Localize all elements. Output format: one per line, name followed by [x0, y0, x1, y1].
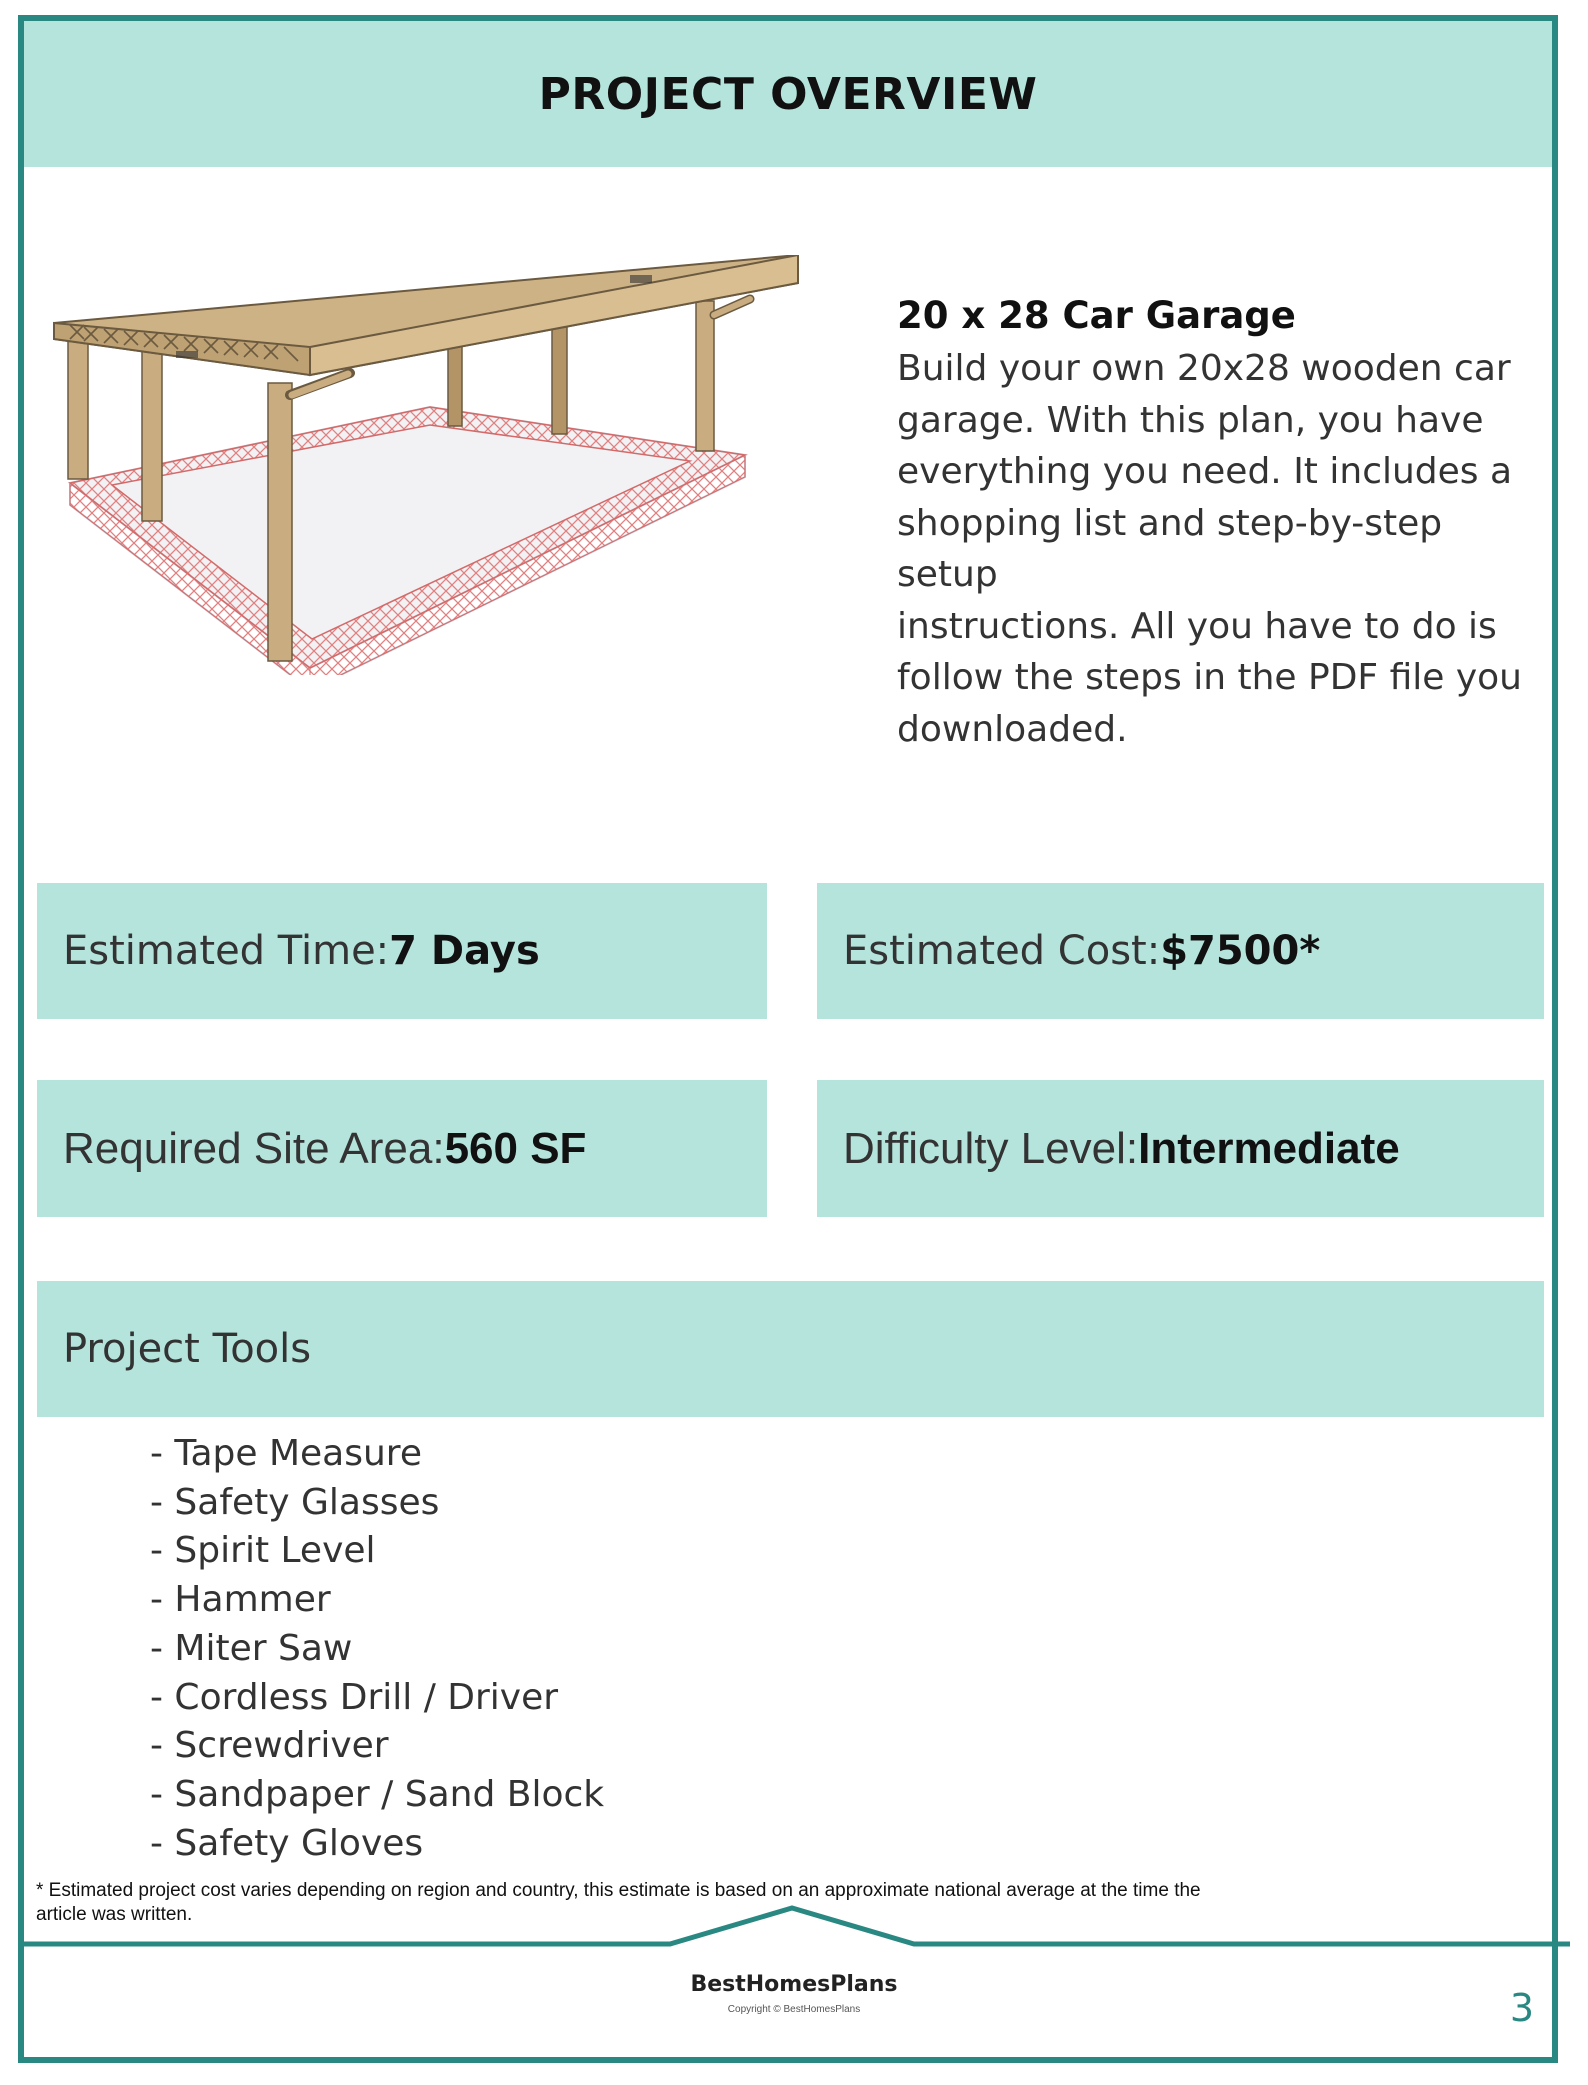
- site-area-box: [37, 1080, 767, 1217]
- tools-list: [150, 1430, 604, 1868]
- estimated-time-box: [37, 883, 767, 1019]
- list-item: - Screwdriver: [150, 1725, 389, 1767]
- site-area-label: Required Site Area:: [63, 1123, 445, 1173]
- project-summary: [897, 343, 1537, 755]
- estimated-time-value: 7 Days: [389, 928, 540, 974]
- list-item: - Miter Saw: [150, 1627, 353, 1669]
- project-title: 20 x 28 Car Garage: [897, 294, 1296, 337]
- list-item: - Cordless Drill / Driver: [150, 1676, 559, 1718]
- list-item: - Spirit Level: [150, 1530, 376, 1572]
- page-number: 3: [1509, 1986, 1534, 2030]
- summary-line: downloaded.: [897, 708, 1128, 750]
- summary-line: garage. With this plan, you have: [897, 399, 1484, 441]
- estimated-cost-value: $7500*: [1160, 928, 1321, 974]
- list-item: - Safety Glasses: [150, 1481, 440, 1523]
- list-item: - Sandpaper / Sand Block: [150, 1773, 605, 1815]
- estimated-time-label: Estimated Time:: [63, 928, 390, 974]
- list-item: - Safety Gloves: [150, 1822, 424, 1864]
- brand-logo-text: BestHomesPlans: [690, 1972, 898, 1997]
- summary-line: instructions. All you have to do is: [897, 605, 1497, 647]
- footnote-line: * Estimated project cost varies depending on region and country, this estimate is based on an approximate national average at the time the: [36, 1880, 1201, 1901]
- summary-line: everything you need. It includes a: [897, 451, 1513, 492]
- difficulty-box: [817, 1080, 1544, 1217]
- difficulty-label: Difficulty Level:: [843, 1123, 1139, 1173]
- footnote-line: article was written.: [36, 1904, 193, 1925]
- site-area-value: 560 SF: [444, 1123, 587, 1173]
- summary-line: Build your own 20x28 wooden car: [897, 348, 1511, 389]
- list-item: - Tape Measure: [150, 1433, 422, 1474]
- copyright-text: Copyright © BestHomesPlans: [727, 2004, 861, 2015]
- estimated-cost-box: [817, 883, 1544, 1019]
- list-item: - Hammer: [150, 1579, 331, 1621]
- project-tools-title: Project Tools: [63, 1326, 312, 1372]
- summary-line: shopping list and step-by-step setup: [897, 502, 1443, 595]
- page-header: [24, 21, 1552, 167]
- estimated-cost-label: Estimated Cost:: [843, 928, 1161, 974]
- garage-frame-illustration: [50, 255, 810, 675]
- page-title: PROJECT OVERVIEW: [538, 68, 1038, 120]
- project-tools-header: [37, 1281, 1544, 1417]
- summary-line: follow the steps in the PDF file you: [897, 657, 1522, 698]
- difficulty-value: Intermediate: [1138, 1123, 1400, 1173]
- project-description: [897, 294, 1537, 755]
- footer-roof-divider: [0, 1900, 1588, 1960]
